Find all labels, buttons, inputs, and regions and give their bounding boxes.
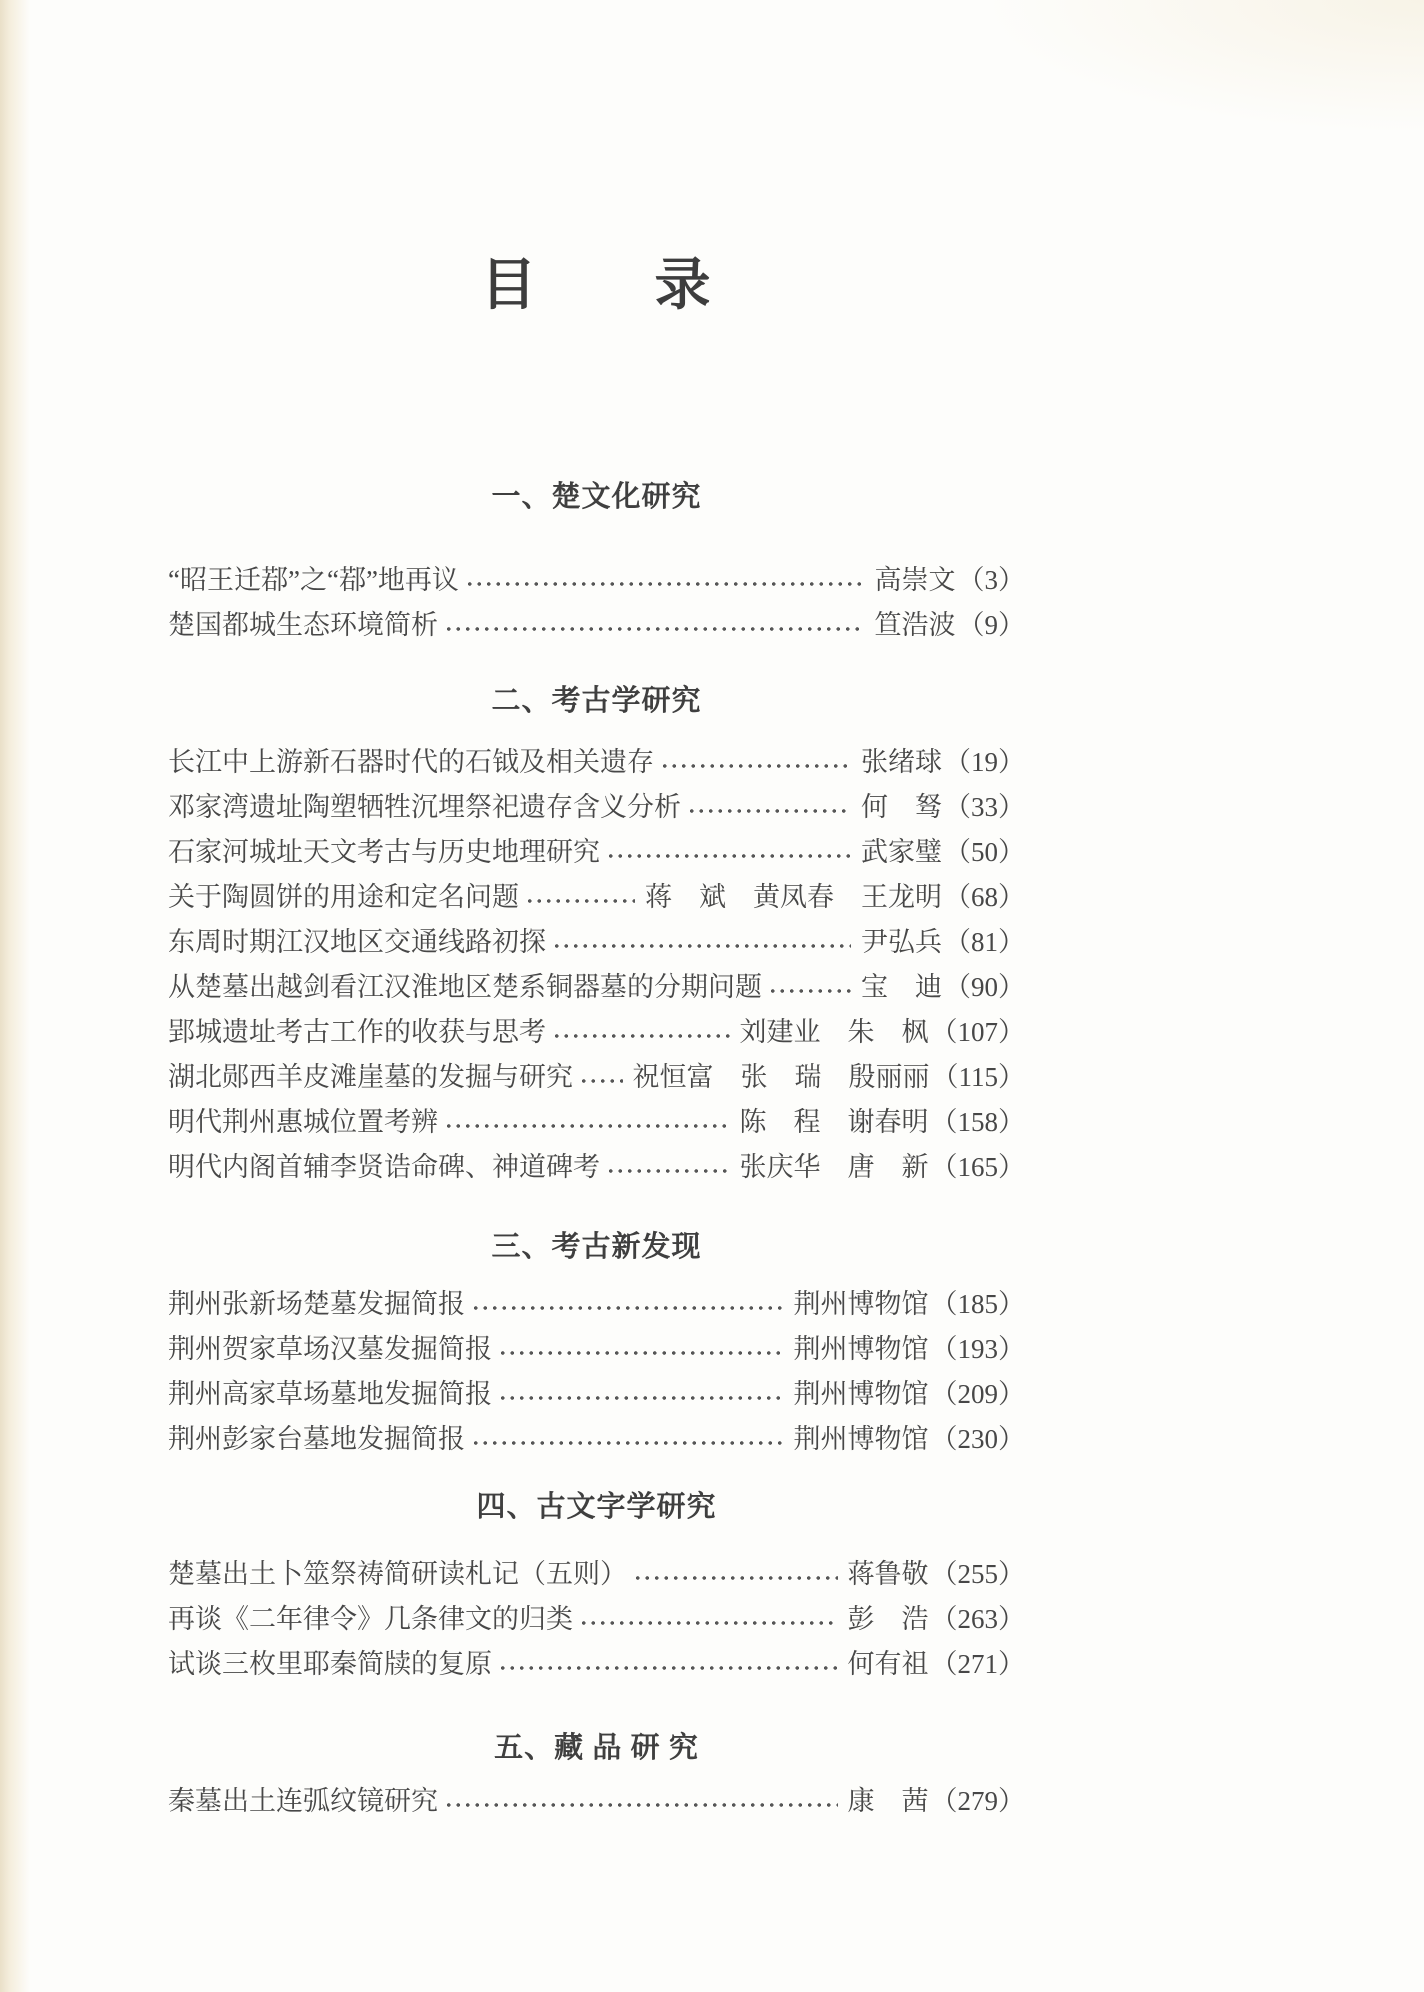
dot-leader <box>471 1417 784 1462</box>
entry-authors: 蒋 斌 黄凤春 王龙明 <box>645 882 942 912</box>
entry-page-number: （271） <box>930 1649 1025 1679</box>
entry-title: 湖北郧西羊皮滩崖墓的发掘与研究 <box>168 1062 573 1092</box>
entry-authors: 荆州博物馆 <box>793 1379 929 1409</box>
entry-authors: 张绪球 <box>861 747 942 777</box>
entry-page-number: （3） <box>957 565 1025 595</box>
entry-page-number: （165） <box>930 1152 1025 1182</box>
dot-leader <box>633 1552 838 1597</box>
section-entries <box>168 1282 1025 1462</box>
entry-title: 荆州张新场楚墓发掘简报 <box>168 1289 465 1319</box>
entry-page-number: （185） <box>930 1289 1025 1319</box>
entry-page-number: （209） <box>930 1379 1025 1409</box>
dot-leader <box>768 965 851 1010</box>
entry-title: 明代内阁首辅李贤诰命碑、神道碑考 <box>168 1152 600 1182</box>
toc-entry <box>168 558 1025 603</box>
entry-page-number: （9） <box>957 610 1025 640</box>
entry-title: 荆州彭家台墓地发掘简报 <box>168 1424 465 1454</box>
entry-title: 长江中上游新石器时代的石钺及相关遗存 <box>168 747 654 777</box>
dot-leader <box>606 830 851 875</box>
entry-page-number: （90） <box>944 972 1025 1002</box>
entry-authors: 刘建业 朱 枫 <box>739 1017 929 1047</box>
toc-entry <box>168 875 1025 920</box>
dot-leader <box>444 1100 730 1145</box>
dot-leader <box>471 1282 784 1327</box>
dot-leader <box>579 1055 623 1100</box>
entry-authors: 宝 迪 <box>861 972 942 1002</box>
entry-page-number: （230） <box>930 1424 1025 1454</box>
entry-page-number: （279） <box>930 1786 1025 1816</box>
entry-authors: 武家璧 <box>861 837 942 867</box>
entry-page-number: （255） <box>930 1559 1025 1589</box>
entry-authors: 高崇文 <box>874 565 956 595</box>
entry-title: “昭王迁鄀”之“鄀”地再议 <box>168 565 459 595</box>
toc-entry <box>168 603 1025 648</box>
entry-authors: 荆州博物馆 <box>793 1289 929 1319</box>
toc-entry <box>168 920 1025 965</box>
entry-authors: 何有祖 <box>847 1649 929 1679</box>
toc-content <box>168 0 1025 1824</box>
entry-page-number: （19） <box>944 747 1025 777</box>
page-edge-shadow <box>0 0 30 1992</box>
entry-page-number: （158） <box>930 1107 1025 1137</box>
section-heading: 二、考古学研究 <box>491 685 702 717</box>
section-entries <box>168 740 1025 1190</box>
section-heading: 四、古文字学研究 <box>476 1491 717 1523</box>
toc-section <box>168 1492 1025 1687</box>
dot-leader <box>606 1145 730 1190</box>
entry-authors: 笪浩波 <box>874 610 956 640</box>
toc-entry <box>168 1597 1025 1642</box>
dot-leader <box>465 558 865 603</box>
section-entries <box>168 558 1025 648</box>
entry-page-number: （107） <box>930 1017 1025 1047</box>
entry-authors: 荆州博物馆 <box>793 1424 929 1454</box>
toc-sections <box>168 482 1025 1824</box>
entry-authors: 尹弘兵 <box>861 927 942 957</box>
entry-title: 关于陶圆饼的用途和定名问题 <box>168 882 519 912</box>
entry-authors: 彭 浩 <box>847 1604 929 1634</box>
entry-title: 石家河城址天文考古与历史地理研究 <box>168 837 600 867</box>
toc-section <box>168 686 1025 1190</box>
page-title: 目 录 <box>480 255 713 317</box>
entry-title: 荆州贺家草场汉墓发掘简报 <box>168 1334 492 1364</box>
dot-leader <box>687 785 851 830</box>
toc-entry <box>168 1100 1025 1145</box>
toc-section <box>168 1733 1025 1824</box>
entry-title: 楚墓出土卜筮祭祷简研读札记（五则） <box>168 1559 627 1589</box>
entry-title: 再谈《二年律令》几条律文的归类 <box>168 1604 573 1634</box>
entry-authors: 荆州博物馆 <box>793 1334 929 1364</box>
toc-entry <box>168 1642 1025 1687</box>
toc-section <box>168 482 1025 648</box>
entry-page-number: （81） <box>944 927 1025 957</box>
section-heading: 五、藏 品 研 究 <box>494 1732 699 1764</box>
entry-title: 明代荆州惠城位置考辨 <box>168 1107 438 1137</box>
toc-entry <box>168 1010 1025 1055</box>
dot-leader <box>552 920 851 965</box>
toc-entry <box>168 1417 1025 1462</box>
dot-leader <box>498 1372 784 1417</box>
entry-authors: 祝恒富 张 瑞 殷丽丽 <box>632 1062 930 1092</box>
entry-page-number: （33） <box>944 792 1025 822</box>
entry-title: 从楚墓出越剑看江汉淮地区楚系铜器墓的分期问题 <box>168 972 762 1002</box>
entry-authors: 陈 程 谢春明 <box>739 1107 929 1137</box>
entry-page-number: （50） <box>944 837 1025 867</box>
dot-leader <box>498 1327 784 1372</box>
entry-authors: 康 茜 <box>847 1786 929 1816</box>
toc-entry <box>168 785 1025 830</box>
entry-authors: 蒋鲁敬 <box>847 1559 929 1589</box>
toc-entry <box>168 1327 1025 1372</box>
entry-authors: 张庆华 唐 新 <box>739 1152 929 1182</box>
section-heading: 一、楚文化研究 <box>491 481 702 513</box>
toc-entry <box>168 1282 1025 1327</box>
entry-title: 邓家湾遗址陶塑牺牲沉埋祭祀遗存含义分析 <box>168 792 681 822</box>
entry-title: 试谈三枚里耶秦简牍的复原 <box>168 1649 492 1679</box>
entry-page-number: （68） <box>944 882 1025 912</box>
dot-leader <box>525 875 635 920</box>
toc-entry <box>168 1779 1025 1824</box>
dot-leader <box>579 1597 838 1642</box>
section-entries <box>168 1779 1025 1824</box>
entry-authors: 何 驽 <box>861 792 942 822</box>
toc-entry <box>168 1145 1025 1190</box>
toc-entry <box>168 1372 1025 1417</box>
dot-leader <box>444 1779 838 1824</box>
entry-title: 荆州高家草场墓地发掘简报 <box>168 1379 492 1409</box>
section-heading: 三、考古新发现 <box>491 1231 702 1263</box>
entry-title: 郢城遗址考古工作的收获与思考 <box>168 1017 546 1047</box>
toc-entry <box>168 1055 1025 1100</box>
dot-leader <box>660 740 851 785</box>
dot-leader <box>552 1010 730 1055</box>
toc-entry <box>168 965 1025 1010</box>
toc-entry <box>168 830 1025 875</box>
section-entries <box>168 1552 1025 1687</box>
entry-page-number: （193） <box>930 1334 1025 1364</box>
entry-title: 秦墓出土连弧纹镜研究 <box>168 1786 438 1816</box>
toc-entry <box>168 740 1025 785</box>
dot-leader <box>498 1642 838 1687</box>
entry-page-number: （115） <box>931 1062 1025 1092</box>
toc-entry <box>168 1552 1025 1597</box>
entry-page-number: （263） <box>930 1604 1025 1634</box>
entry-title: 东周时期江汉地区交通线路初探 <box>168 927 546 957</box>
entry-title: 楚国都城生态环境简析 <box>168 610 438 640</box>
corner-scan-tint <box>994 0 1424 130</box>
toc-section <box>168 1232 1025 1462</box>
dot-leader <box>444 603 865 648</box>
